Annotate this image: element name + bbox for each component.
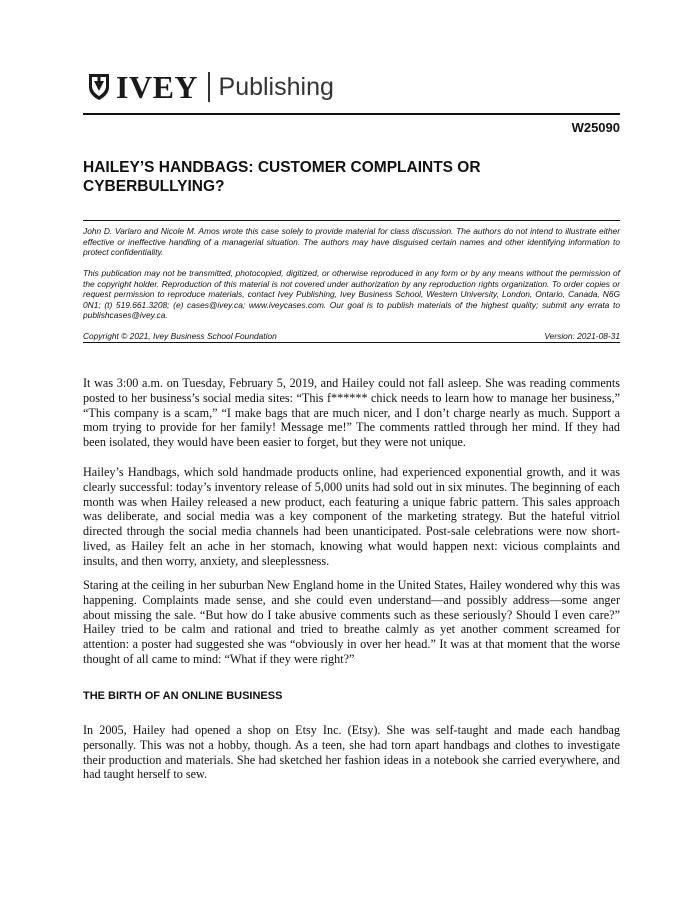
copyright-row [83,331,620,341]
authors-note: John D. Varlaro and Nicole M. Amos wrote this case solely to provide material for class discussion. The authors do not intend to illustrate either effective or ineffective handling of a managerial situation. The authors may have disguised certain names and other identifying information to protect confidentiality. [83,226,620,257]
permissions-note: This publication may not be transmitted, photocopied, digitized, or otherwise reproduced in any form or by any means without the permission of the copyright holder. Reproduction of this material is not covered under authorization by any reproduction rights organization. To order copies or request permission to reproduce materials, contact Ivey Publishing, Ivey Business School, Western University, London, Ontario, Canada, N6G 0N1; (t) 519.661.3208; (e) cases@ivey.ca; www.iveycases.com. Our goal is to publish materials of the highest quality; submit any errata to publishcases@ivey.ca. [83,268,620,320]
notes-bottom-rule [83,342,620,343]
body-paragraph-3: Staring at the ceiling in her suburban New England home in the United States, Hailey wondered why this was happening. Complaints made sense, and she could even understand—and possibly address—some anger about missing the sale. “But how do I take abusive comments such as these seriously? Should I even care?” Hailey tried to be calm and rational and tried to breathe calmly as yet another comment screamed for attention: a poster had suggested she was “obviously in over her head.” It was at that moment that the worse thought of all came to mind: “What if they were right?” [83,578,620,666]
header-rule [83,113,620,115]
crest-icon [88,73,110,101]
logo-divider [208,72,210,102]
body-paragraph-2: Hailey’s Handbags, which sold handmade products online, had experienced exponential growth, and it was clearly successful: today’s inventory release of 5,000 units had sold out in six minutes. The beginning of each month was when Hailey released a new product, each featuring a unique fabric pattern. This sales approach was deliberate, and social media was a key component of the marketing strategy. But the hateful vitriol directed through the social media channels had been unanticipated. Post-sale celebrations were now short-lived, as Hailey felt an ache in her stomach, knowing what would happen next: vicious complaints and insults, and then worry, anxiety, and sleeplessness. [83,465,620,568]
body-paragraph-1: It was 3:00 a.m. on Tuesday, February 5, 2019, and Hailey could not fall asleep. She was reading comments posted to her business’s social media sites: “This f****** chick needs to learn how to manage her business,” “This company is a scam,” “I make bags that are much nicer, and I don’t charge nearly as much. Support a mom trying to provide for her family! Message me!” The comments rattled through her mind. If they had been isolated, they would have been easier to forget, but they were not unique. [83,376,620,450]
section-heading: THE BIRTH OF AN ONLINE BUSINESS [83,690,283,702]
version-text: Version: 2021-08-31 [544,331,620,341]
notes-top-rule [83,220,620,221]
brand-division: Publishing [218,73,334,101]
body-paragraph-4: In 2005, Hailey had opened a shop on Etsy Inc. (Etsy). She was self-taught and made each handbag personally. This was not a hobby, though. As a teen, she had torn apart handbags and clothes to investigate their production and materials. She had sketched her fashion ideas in a notebook she carried everywhere, and had taught herself to sew. [83,723,620,782]
brand-name: IVEY [116,69,199,105]
case-title: HAILEY’S HANDBAGS: CUSTOMER COMPLAINTS OR CYBERBULLYING? [83,159,481,195]
copyright-text: Copyright © 2021, Ivey Business School Foundation [83,331,277,341]
publisher-logo [88,69,334,105]
case-number: W25090 [571,120,620,135]
